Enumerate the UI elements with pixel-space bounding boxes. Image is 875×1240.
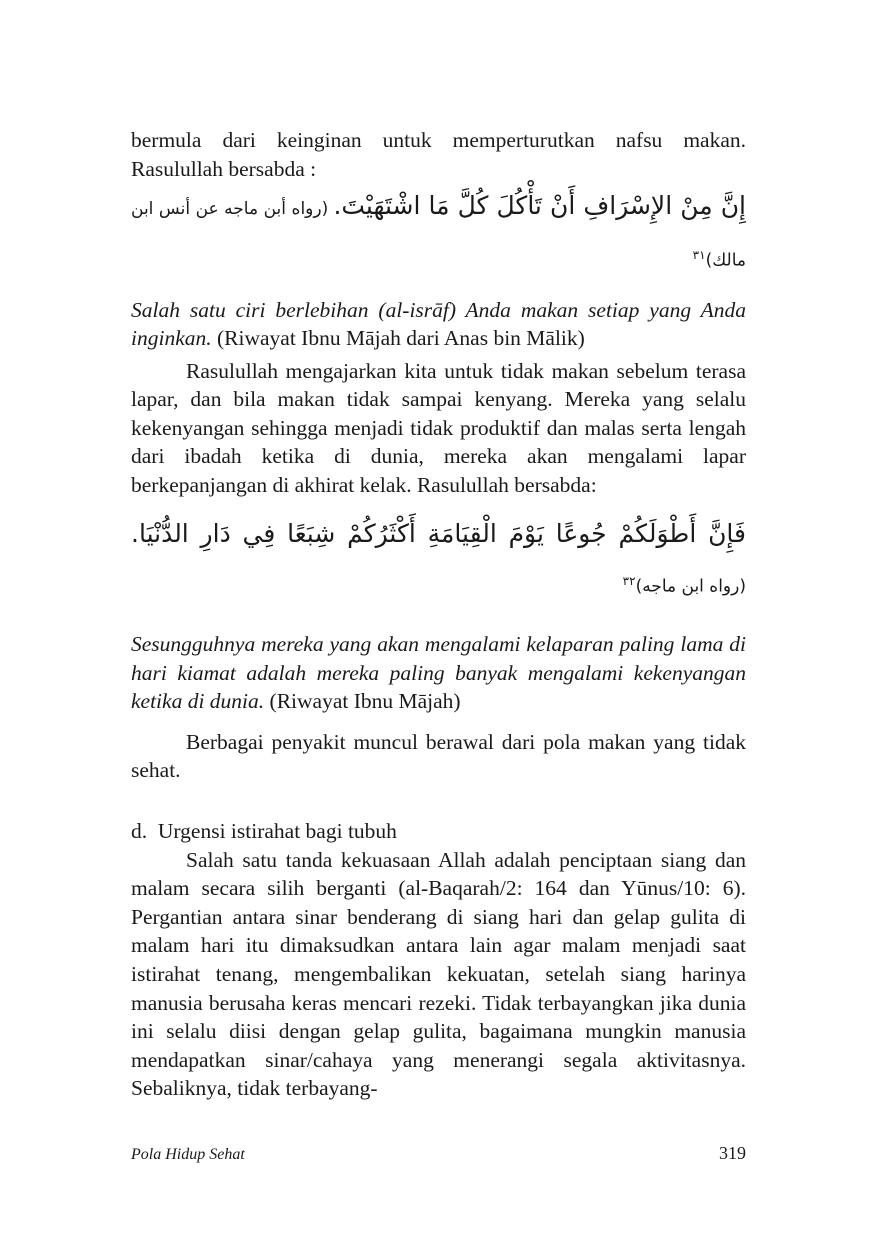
paragraph-1: Rasulullah mengajarkan kita untuk tidak makan sebelum terasa lapar, dan bila makan tidak sampai kenyang. Mereka yang selalu kekenyangan sehingga menjadi tidak produktif dan malas serta lengah dari ibadah ketika di dunia, mereka akan mengalami lapar berkepanjangan di akhirat kelak. Rasulullah bersabda:: [131, 358, 746, 498]
hadith-1-reference: (رواه أبن ماجه عن أنس ابن مالك): [131, 199, 746, 271]
running-footer-title: Pola Hidup Sehat: [131, 1146, 245, 1163]
hadith-1-text: إِنَّ مِنْ الإِسْرَافِ أَنْ تَأْكُلَ كُلَّ مَا اشْتَهَيْتَ.: [333, 191, 746, 221]
hadith-1-footnote: ٣١: [692, 248, 706, 263]
page-body: [131, 126, 746, 1103]
hadith-1-arabic: [131, 183, 746, 283]
hadith-2-translation-text: Sesungguhnya mereka yang akan mengalami kelaparan paling lama di hari kiamat adalah mereka paling banyak mengalami kekenyangan ketika di dunia.: [131, 632, 746, 714]
page-footer: [131, 1143, 746, 1164]
paragraph-3: Salah satu tanda kekuasaan Allah adalah penciptaan siang dan malam secara silih berganti (al-Baqarah/2: 164 dan Yūnus/10: 6). Pergantian antara sinar benderang di siang hari dan gelap gulita di malam hari itu dimaksudkan antara lain agar malam menjadi saat istirahat tenang, mengembalikan kekuatan, setelah siang harinya manusia berusaha keras mencari rezeki. Tidak terbayangkan jika dunia ini selalu diisi dengan gelap gulita, bagaimana mungkin manusia mendapatkan sinar/cahaya yang menerangi segala aktivitasnya. Sebaliknya, tidak terbayang-: [131, 847, 746, 1101]
paragraph-2: Berbagai penyakit muncul berawal dari pola makan yang tidak sehat.: [131, 729, 746, 783]
hadith-2-arabic: [131, 512, 746, 608]
page-number: 319: [719, 1143, 746, 1163]
hadith-2-translation-source: (Riwayat Ibnu Mājah): [264, 689, 461, 714]
hadith-2-reference: (رواه ابن ماجه): [635, 576, 746, 596]
intro-paragraph: bermula dari keinginan untuk memperturutkan nafsu makan. Rasulullah bersabda :: [131, 128, 746, 181]
section-heading: d. Urgensi istirahat bagi tubuh: [131, 818, 397, 843]
hadith-2-text: فَإِنَّ أَطْوَلَكُمْ جُوعًا يَوْمَ الْقِيَامَةِ أَكْثَرُكُمْ شِبَعًا فِي دَارِ الدُّنْيَا.: [131, 518, 746, 548]
hadith-1-translation: [131, 296, 746, 353]
hadith-1-translation-text: Salah satu ciri berlebihan (al-isrāf) Anda makan setiap yang Anda inginkan.: [131, 297, 746, 351]
hadith-2-translation: [131, 630, 746, 716]
hadith-1-translation-source: (Riwayat Ibnu Mājah dari Anas bin Mālik): [211, 326, 585, 351]
hadith-2-footnote: ٣٢: [622, 573, 636, 588]
